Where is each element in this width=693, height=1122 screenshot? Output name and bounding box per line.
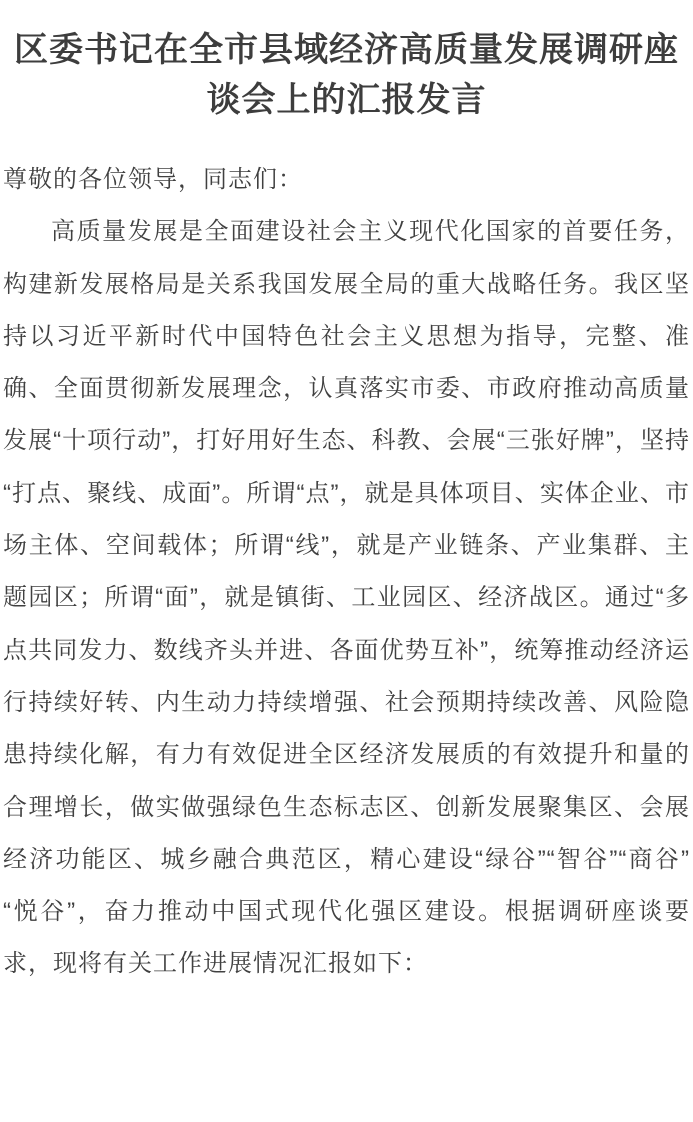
document-page bbox=[0, 25, 693, 1122]
salutation-line: 尊敬的各位领导，同志们： bbox=[3, 166, 303, 193]
page-title: 区委书记在全市县域经济高质量发展调研座谈会上的汇报发言 bbox=[14, 31, 679, 119]
body-paragraph: 高质量发展是全面建设社会主义现代化国家的首要任务，构建新发展格局是关系我国发展全局的重大战略任务。我区坚持以习近平新时代中国特色社会主义思想为指导，完整、准确、全面贯彻新发展理念，认真落实市委、市政府推动高质量发展“十项行动”，打好用好生态、科教、会展“三张好牌”，坚持“打点、聚线、成面”。所谓“点”，就是具体项目、实体企业、市场主体、空间载体；所谓“线”，就是产业链条、产业集群、主题园区；所谓“面”，就是镇街、工业园区、经济战区。通过“多点共同发力、数线齐头并进、各面优势互补”，统筹推动经济运行持续好转、内生动力持续增强、社会预期持续改善、风险隐患持续化解，有力有效促进全区经济发展质的有效提升和量的合理增长，做实做强绿色生态标志区、创新发展聚集区、会展经济功能区、城乡融合典范区，精心建设“绿谷”“智谷”“商谷”“悦谷”，奋力推动中国式现代化强区建设。根据调研座谈要求，现将有关工作进展情况汇报如下： bbox=[3, 218, 690, 978]
